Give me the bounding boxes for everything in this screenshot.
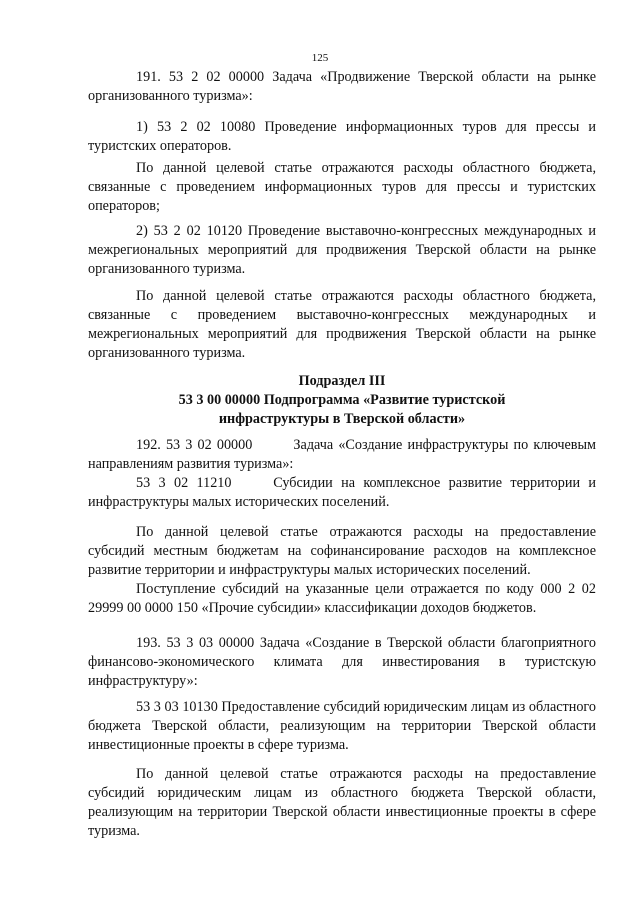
paragraph-item-11210: 53 3 02 11210 Субсидии на комплексное развитие территории и инфраструктуры малых исторических поселений.: [88, 475, 600, 510]
subprogram-heading-line2: инфраструктуры в Тверской области»: [218, 411, 466, 427]
paragraph-item-2: 2) 53 2 02 10120 Проведение выставочно-конгрессных международных и межрегиональных мероприятий для продвижения Тверской области на рынке организованного туризма.: [88, 223, 596, 277]
paragraph-task-191: 191. 53 2 02 00000 Задача «Продвижение Тверской области на рынке организованного туризма»:: [88, 69, 596, 104]
paragraph-item-1: 1) 53 2 02 10080 Проведение информационных туров для прессы и туристских операторов.: [88, 119, 596, 154]
paragraph-task-193: 193. 53 3 03 00000 Задача «Создание в Тверской области благоприятного финансово-экономического климата для инвестирования в туристскую инфраструктуру»:: [88, 635, 596, 689]
paragraph-item-10130: 53 3 03 10130 Предоставление субсидий юридическим лицам из областного бюджета Тверской области, реализующим на территории Тверской области инвестиционные проекты в сфере туризма.: [88, 699, 596, 753]
paragraph-income-code: Поступление субсидий на указанные цели отражается по коду 000 2 02 29999 00 0000 150 «Прочие субсидии» классификации доходов бюджетов.: [88, 581, 596, 616]
subprogram-heading: 53 3 00 00000 Подпрограмма «Развитие туристской: [178, 392, 506, 408]
paragraph-description-2: По данной целевой статье отражаются расходы областного бюджета, связанные с проведением выставочно-конгрессных международных и межрегиональных мероприятий для продвижения Тверской области на рынке организованного туризма.: [88, 288, 596, 361]
paragraph-description-1: По данной целевой статье отражаются расходы областного бюджета, связанные с проведением информационных туров для прессы и туристских операторов;: [88, 160, 596, 214]
paragraph-description-4: По данной целевой статье отражаются расходы на предоставление субсидий юридическим лицам из областного бюджета Тверской области, реализующим на территории Тверской области инвестиционные проекты в сфере туризма.: [88, 766, 596, 839]
section-heading: Подраздел III: [298, 373, 386, 389]
page-number: 125: [311, 52, 329, 64]
paragraph-task-192: 192. 53 3 02 00000 Задача «Создание инфраструктуры по ключевым направлениям развития туризма»:: [88, 437, 600, 472]
paragraph-description-3: По данной целевой статье отражаются расходы на предоставление субсидий местным бюджетам на софинансирование расходов на комплексное развитие территории и инфраструктуры малых исторических поселений.: [88, 524, 596, 578]
